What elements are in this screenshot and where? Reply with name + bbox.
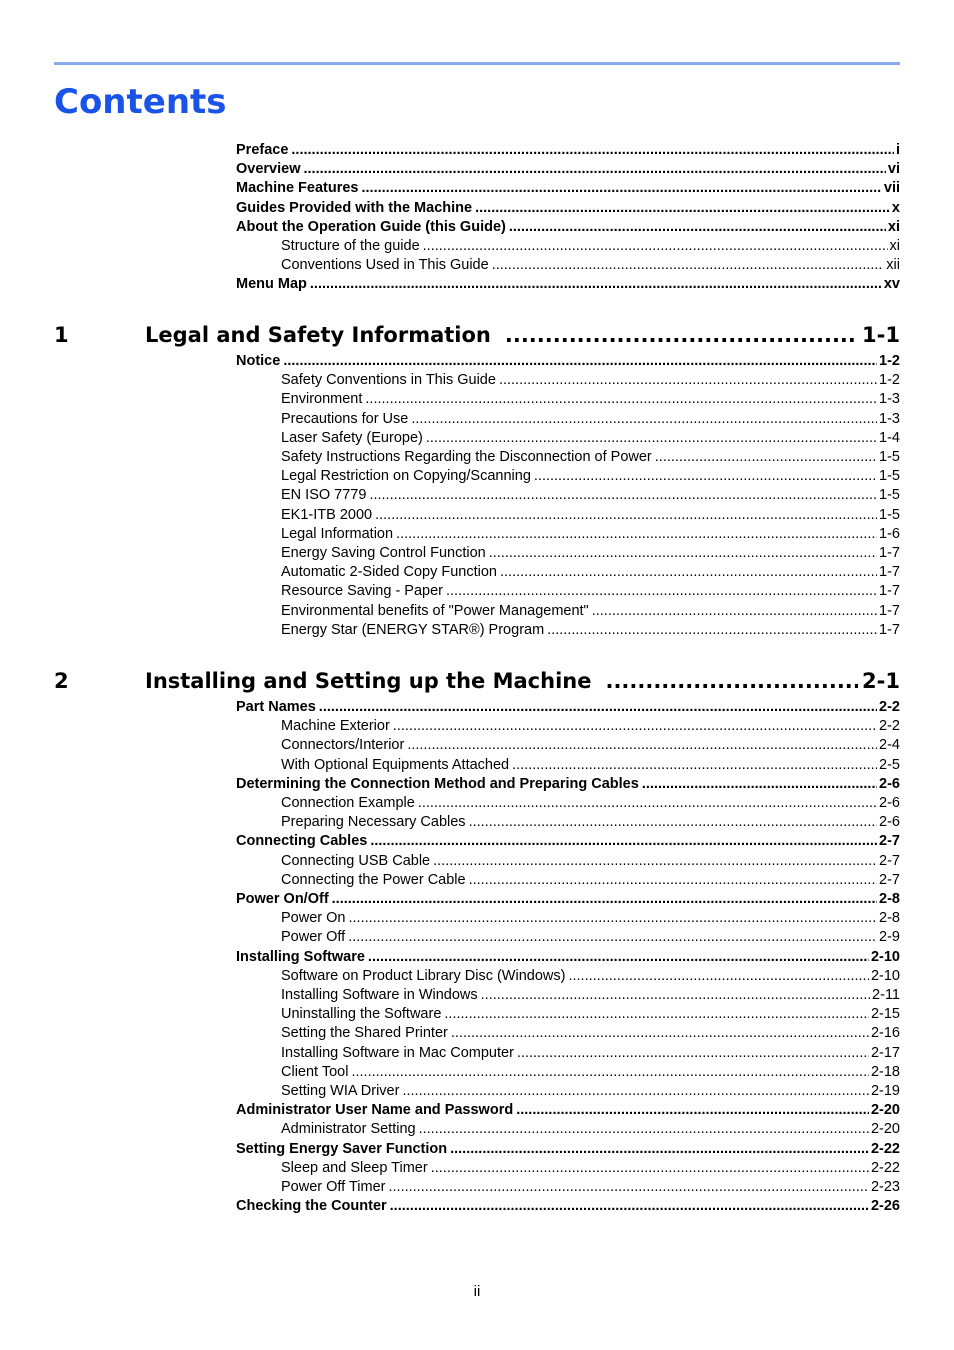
dot-leader — [505, 320, 858, 350]
toc-entry-label: Power Off Timer — [281, 1179, 386, 1195]
toc-entry-label: With Optional Equipments Attached — [281, 756, 510, 773]
toc-entry-label: Menu Map — [236, 276, 307, 293]
dot-leader — [369, 486, 877, 505]
dot-leader — [319, 698, 877, 717]
toc-entry-page: 1-5 — [879, 506, 900, 523]
dot-leader — [419, 1120, 869, 1139]
toc-entry-determining-the-connection-method-and-preparing-cables[interactable] — [236, 775, 900, 794]
toc-entry-installing-software-in-mac-computer[interactable] — [281, 1044, 900, 1063]
toc-entry-label: Setting Energy Saver Function — [236, 1140, 448, 1157]
toc-entry-page: 2-18 — [870, 1063, 900, 1080]
toc-entry-client-tool[interactable] — [281, 1063, 900, 1082]
dot-leader — [492, 256, 885, 275]
toc-entry-ek1-itb-2000[interactable] — [281, 506, 900, 525]
toc-entry-setting-energy-saver-function[interactable] — [236, 1140, 900, 1159]
toc-entry-page: 2-5 — [879, 756, 900, 773]
toc-entry-connecting-usb-cable[interactable] — [281, 852, 900, 871]
dot-leader — [516, 1101, 869, 1120]
toc-entry-menu-map[interactable] — [236, 275, 900, 294]
dot-leader — [489, 544, 877, 563]
toc-entry-page: 2-9 — [879, 929, 900, 946]
toc-entry-page: 1-2 — [879, 353, 900, 369]
toc-entry-connection-example[interactable] — [281, 794, 900, 813]
toc-entry-label: Connecting Cables — [236, 833, 368, 850]
toc-entry-precautions-for-use[interactable] — [281, 410, 900, 429]
dot-leader — [388, 1178, 868, 1197]
toc-entry-page: 2-6 — [879, 814, 900, 831]
dot-leader — [642, 775, 877, 794]
dot-leader — [500, 563, 877, 582]
dot-leader — [368, 948, 869, 967]
toc-entry-page: x — [891, 199, 900, 216]
dot-leader — [568, 967, 869, 986]
toc-entry-software-on-product-library-disc-windows[interactable] — [281, 967, 900, 986]
toc-entry-structure-of-the-guide[interactable] — [281, 237, 900, 256]
toc-entry-page: 2-22 — [870, 1159, 900, 1176]
toc-entry-page: 1-4 — [879, 429, 900, 446]
toc-entry-environmental-benefits-of-power-management[interactable] — [281, 602, 900, 621]
toc-entry-laser-safety-europe[interactable] — [281, 429, 900, 448]
dot-leader — [475, 199, 890, 218]
toc-entry-page: 1-3 — [879, 391, 900, 408]
chapter-title: Installing and Setting up the Machine — [145, 669, 592, 693]
dot-leader — [499, 371, 877, 390]
toc-entry-page: 2-2 — [879, 718, 900, 735]
chapter-heading[interactable] — [54, 320, 900, 350]
toc-entry-label: Precautions for Use — [281, 410, 409, 427]
toc-entry-legal-restriction-on-copying-scanning[interactable] — [281, 467, 900, 486]
toc-entry-page: 2-22 — [870, 1140, 900, 1157]
toc-entry-page: 2-19 — [870, 1083, 900, 1099]
toc-entry-label: Legal Information — [281, 525, 394, 542]
dot-leader — [375, 506, 877, 525]
toc-entry-machine-features[interactable] — [236, 179, 900, 198]
toc-entry-page: vi — [887, 161, 900, 178]
toc-entry-label: Software on Product Library Disc (Windows) — [281, 967, 566, 984]
toc-entry-page: 1-5 — [879, 468, 900, 485]
toc-entry-label: Uninstalling the Software — [281, 1006, 442, 1023]
toc-entry-page: 1-7 — [879, 583, 900, 600]
toc-entry-administrator-setting[interactable] — [281, 1120, 900, 1139]
toc-entry-label: Laser Safety (Europe) — [281, 429, 423, 446]
dot-leader — [512, 756, 877, 775]
dot-leader — [411, 410, 877, 429]
chapter-page: 1-1 — [862, 323, 900, 347]
toc-entry-page: 1-7 — [879, 621, 900, 638]
toc-entry-page: 2-20 — [870, 1102, 900, 1119]
toc-entry-checking-the-counter[interactable] — [236, 1197, 900, 1216]
toc-entry-automatic-2-sided-copy-function[interactable] — [281, 563, 900, 582]
dot-leader — [481, 986, 870, 1005]
dot-leader — [469, 813, 877, 832]
toc-entry-label: Legal Restriction on Copying/Scanning — [281, 468, 531, 485]
toc-entry-label: About the Operation Guide (this Guide) — [236, 218, 506, 235]
toc-entry-page: 2-7 — [879, 871, 900, 888]
toc-entry-page: 1-2 — [879, 372, 900, 389]
dot-leader — [547, 621, 877, 640]
toc-entry-label: Machine Features — [236, 180, 359, 197]
toc-entry-label: Machine Exterior — [281, 718, 390, 735]
dot-leader — [426, 429, 877, 448]
toc-entry-label: Client Tool — [281, 1063, 349, 1080]
toc-entry-setting-wia-driver[interactable] — [281, 1082, 900, 1101]
toc-entry-label: Administrator Setting — [281, 1121, 416, 1138]
dot-leader — [592, 602, 877, 621]
toc-entry-page: 1-7 — [879, 564, 900, 581]
toc-entry-label: Safety Conventions in This Guide — [281, 372, 496, 389]
toc-entry-label: Installing Software — [236, 948, 365, 965]
chapter-heading[interactable] — [54, 666, 900, 696]
dot-leader — [534, 467, 877, 486]
dot-leader — [332, 890, 877, 909]
chapter-number: 1 — [54, 323, 69, 347]
toc-entry-page: 1-7 — [879, 545, 900, 561]
toc-entry-label: EN ISO 7779 — [281, 487, 367, 504]
toc-entry-label: Preface — [236, 142, 289, 158]
toc-entry-label: Overview — [236, 161, 301, 178]
toc-entry-label: Checking the Counter — [236, 1198, 387, 1215]
dot-leader — [396, 525, 877, 544]
toc-entry-label: Environmental benefits of "Power Management" — [281, 602, 589, 619]
toc-entry-page: 1-6 — [879, 525, 900, 542]
toc-entry-page: xii — [886, 257, 900, 274]
toc-entry-label: Administrator User Name and Password — [236, 1102, 514, 1119]
dot-leader — [446, 582, 877, 601]
toc-entry-page: 1-5 — [879, 487, 900, 504]
chapter-title: Legal and Safety Information — [145, 323, 491, 347]
dot-leader — [393, 717, 877, 736]
toc-entry-page: 2-10 — [870, 948, 900, 965]
toc-entry-guides-provided-with-the-machine[interactable] — [236, 199, 900, 218]
toc-entry-page: 2-8 — [879, 910, 900, 927]
dot-leader — [351, 1063, 869, 1082]
dot-leader — [362, 179, 882, 198]
toc-entry-setting-the-shared-printer[interactable] — [281, 1024, 900, 1043]
toc-entry-resource-saving-paper[interactable] — [281, 582, 900, 601]
toc-entry-sleep-and-sleep-timer[interactable] — [281, 1159, 900, 1178]
dot-leader — [418, 794, 877, 813]
toc-entry-page: 2-26 — [870, 1198, 900, 1215]
toc-entry-conventions-used-in-this-guide[interactable] — [281, 256, 900, 275]
toc-entry-machine-exterior[interactable] — [281, 717, 900, 736]
page-title: Contents — [54, 82, 227, 122]
toc-entry-label: Connectors/Interior — [281, 737, 405, 754]
toc-entry-label: Notice — [236, 353, 281, 369]
dot-leader — [310, 275, 882, 294]
dot-leader — [291, 141, 894, 160]
dot-leader — [407, 736, 877, 755]
toc-entry-energy-star-energy-star-program[interactable] — [281, 621, 900, 640]
dot-leader — [370, 832, 877, 851]
toc-entry-about-the-operation-guide-this-guide[interactable] — [236, 218, 900, 237]
toc-entry-installing-software-in-windows[interactable] — [281, 986, 900, 1005]
dot-leader — [283, 352, 877, 371]
toc-entry-label: Resource Saving - Paper — [281, 583, 443, 600]
toc-entry-connecting-cables[interactable] — [236, 832, 900, 851]
toc-entry-page: 2-11 — [872, 987, 900, 1003]
toc-entry-installing-software[interactable] — [236, 948, 900, 967]
toc-entry-label: Determining the Connection Method and Preparing Cables — [236, 775, 639, 792]
toc-entry-energy-saving-control-function[interactable] — [281, 544, 900, 563]
toc-entry-page: 2-16 — [870, 1025, 900, 1042]
dot-leader — [605, 666, 858, 696]
toc-entry-page: 1-5 — [879, 449, 900, 465]
chapter-page: 2-1 — [862, 669, 900, 693]
dot-leader — [365, 390, 877, 409]
toc-entry-legal-information[interactable] — [281, 525, 900, 544]
toc-entry-label: Automatic 2-Sided Copy Function — [281, 564, 497, 581]
toc-entry-overview[interactable] — [236, 160, 900, 179]
toc-entry-part-names[interactable] — [236, 698, 900, 717]
dot-leader — [433, 852, 877, 871]
dot-leader — [423, 237, 888, 256]
dot-leader — [431, 1159, 869, 1178]
toc-entry-en-iso-7779[interactable] — [281, 486, 900, 505]
toc-entry-label: Installing Software in Mac Computer — [281, 1044, 514, 1061]
toc-entry-label: Energy Saving Control Function — [281, 545, 486, 561]
dot-leader — [469, 871, 877, 890]
toc-entry-page: xi — [889, 238, 900, 254]
toc-entry-label: Connecting the Power Cable — [281, 871, 466, 888]
toc-entry-page: 2-15 — [870, 1006, 900, 1023]
toc-entry-preface[interactable] — [236, 141, 900, 160]
toc-entry-page: vii — [883, 180, 900, 197]
page-number: ii — [473, 1283, 481, 1300]
toc-entry-with-optional-equipments-attached[interactable] — [281, 756, 900, 775]
dot-leader — [451, 1024, 869, 1043]
toc-entry-page: 2-17 — [870, 1044, 900, 1061]
dot-leader — [348, 928, 877, 947]
dot-leader — [402, 1082, 869, 1101]
toc-entry-label: Environment — [281, 391, 363, 408]
toc-entry-page: xi — [887, 218, 900, 235]
toc-entry-power-on[interactable] — [281, 909, 900, 928]
toc-entry-label: Energy Star (ENERGY STAR®) Program — [281, 621, 545, 638]
toc-entry-label: Power Off — [281, 929, 346, 946]
toc-entry-label: Setting the Shared Printer — [281, 1025, 448, 1042]
toc-entry-connecting-the-power-cable[interactable] — [281, 871, 900, 890]
dot-leader — [450, 1140, 869, 1159]
toc-entry-connectors-interior[interactable] — [281, 736, 900, 755]
toc-entry-label: Part Names — [236, 699, 316, 715]
toc-entry-label: Installing Software in Windows — [281, 987, 478, 1003]
toc-entry-safety-instructions-regarding-the-disconnection-of-power[interactable] — [281, 448, 900, 467]
dot-leader — [348, 909, 877, 928]
toc-entry-label: Connection Example — [281, 795, 415, 811]
top-rule — [54, 62, 900, 65]
toc-entry-power-off-timer[interactable] — [281, 1178, 900, 1197]
toc-entry-label: Conventions Used in This Guide — [281, 257, 489, 274]
dot-leader — [655, 448, 877, 467]
dot-leader — [390, 1197, 869, 1216]
dot-leader — [304, 160, 886, 179]
toc-entry-page: xv — [883, 276, 900, 293]
toc-entry-label: Guides Provided with the Machine — [236, 199, 473, 216]
toc-entry-preparing-necessary-cables[interactable] — [281, 813, 900, 832]
toc-entry-safety-conventions-in-this-guide[interactable] — [281, 371, 900, 390]
toc-entry-page: 2-23 — [870, 1179, 900, 1195]
toc-entry-uninstalling-the-software[interactable] — [281, 1005, 900, 1024]
toc-entry-label: Safety Instructions Regarding the Disconnection of Power — [281, 449, 652, 465]
toc-entry-environment[interactable] — [281, 390, 900, 409]
dot-leader — [444, 1005, 869, 1024]
chapter-number: 2 — [54, 669, 69, 693]
dot-leader — [517, 1044, 869, 1063]
dot-leader — [509, 218, 886, 237]
toc-entry-page: 2-6 — [879, 775, 900, 792]
toc-entry-page: 2-8 — [879, 891, 900, 907]
toc-entry-page: 2-4 — [879, 737, 900, 754]
toc-entry-label: Preparing Necessary Cables — [281, 814, 466, 831]
toc-entry-notice[interactable] — [236, 352, 900, 371]
toc-entry-label: EK1-ITB 2000 — [281, 506, 373, 523]
toc-entry-page: i — [895, 142, 900, 158]
toc-entry-page: 2-2 — [879, 699, 900, 715]
toc-entry-label: Structure of the guide — [281, 238, 420, 254]
toc-entry-administrator-user-name-and-password[interactable] — [236, 1101, 900, 1120]
toc-entry-label: Power On — [281, 910, 346, 927]
toc-entry-label: Setting WIA Driver — [281, 1083, 400, 1099]
toc-entry-page: 2-7 — [879, 833, 900, 850]
toc-entry-label: Connecting USB Cable — [281, 852, 431, 869]
toc-entry-page: 2-6 — [879, 795, 900, 811]
toc-entry-power-on-off[interactable] — [236, 890, 900, 909]
toc-entry-power-off[interactable] — [281, 928, 900, 947]
toc-entry-page: 2-10 — [870, 967, 900, 984]
toc-entry-page: 1-3 — [879, 410, 900, 427]
toc-entry-label: Power On/Off — [236, 891, 329, 907]
toc-entry-label: Sleep and Sleep Timer — [281, 1159, 428, 1176]
toc-entry-page: 2-7 — [879, 852, 900, 869]
toc-entry-page: 1-7 — [879, 602, 900, 619]
toc-entry-page: 2-20 — [870, 1121, 900, 1138]
